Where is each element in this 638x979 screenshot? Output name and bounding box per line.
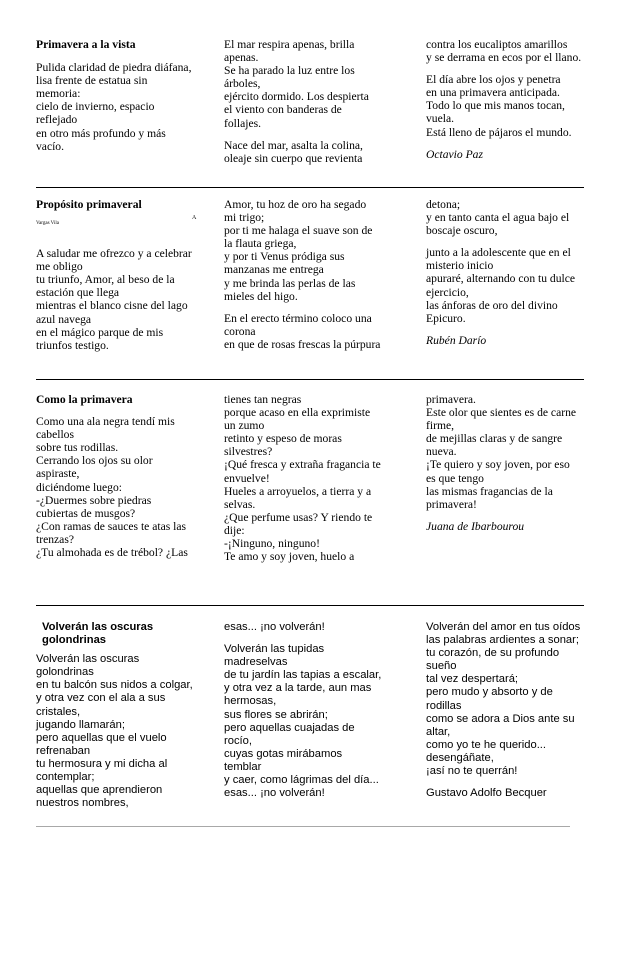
poem-stanza: El día abre los ojos y penetra en una primavera anticipada. Todo lo que mis manos tocan, vuela. Está lleno de pájaros el mundo. [426, 73, 572, 139]
poem-stanza: Volverán las oscuras golondrinas en tu balcón sus nidos a colgar, y otra vez con el ala a sus cristales, jugando llamarán; pero aquellas que el vuelo refrenaban tu hermosura y mi dicha al contemplar; aquellas que aprendieron nuestros nombres, [36, 653, 193, 810]
poem-author: Gustavo Adolfo Becquer [426, 787, 547, 800]
poem-stanza: detona; y en tanto canta el agua bajo el boscaje oscuro, [426, 198, 570, 238]
dedication-letter: A [192, 215, 197, 221]
poem-column-1 [36, 38, 212, 153]
poem-column-1 [36, 198, 212, 358]
poem-column-3 [426, 393, 606, 533]
section-divider [36, 826, 570, 827]
dedication-name: Vargas Vila [36, 221, 59, 226]
poem-stanza: A saludar me ofrezco y a celebrar me obligo tu triunfo, Amor, al beso de la estación que llega mientras el blanco cisne del lago azul navega en el mágico parque de mis triunfos testigo. [36, 247, 192, 352]
poem-column-2 [224, 198, 402, 351]
poem-title: Como la primavera [36, 393, 133, 406]
section-divider [36, 605, 584, 606]
poem-column-2 [224, 393, 402, 563]
poem-column-3 [426, 198, 606, 347]
poem-author: Rubén Darío [426, 333, 487, 347]
poem-stanza: tienes tan negras porque acaso en ella exprimiste un zumo retinto y espeso de moras silvestres? ¡Qué fresca y extraña fragancia te envuelve! Hueles a arroyuelos, a tierra y a selvas. ¿Que perfume usas? Y riendo te dije: -¡Ninguno, ninguno! Te amo y soy joven, huelo a [224, 393, 381, 564]
poem-stanza: Amor, tu hoz de oro ha segado mi trigo; por ti me halaga el suave son de la flauta griega, y por ti Venus pródiga sus manzanas me entrega y me brinda las perlas de las mieles del higo. [224, 198, 373, 303]
poem-author: Octavio Paz [426, 147, 483, 161]
section-divider [36, 187, 584, 188]
poem-column-1 [36, 393, 212, 559]
poem-column-3 [426, 38, 606, 161]
poem-title: Propósito primaveral [36, 198, 142, 211]
poem-stanza: junto a la adolescente que en el misterio inicio apuraré, alternando con tu dulce ejercicio, las ánforas de oro del divino Epicuro. [426, 246, 576, 325]
poem-stanza: contra los eucaliptos amarillos y se derrama en ecos por el llano. [426, 38, 582, 65]
poem-stanza: Nace del mar, asalta la colina, oleaje sin cuerpo que revienta [224, 138, 363, 165]
poem-stanza: Pulida claridad de piedra diáfana, lisa frente de estatua sin memoria: cielo de invierno, espacio reflejado en otro más profundo y más vacío. [36, 61, 192, 153]
poem-stanza: Volverán del amor en tus oídos las palabras ardientes a sonar; tu corazón, de su profundo sueño tal vez despertará; pero mudo y absorto y de rodillas como se adora a Dios ante su altar, como yo te he querido... desengáñate, ¡así no te querrán! [426, 621, 581, 778]
poem-stanza: primavera. Este olor que sientes es de carne firme, de mejillas claras y de sangre nueva. ¡Te quiero y soy joven, por eso es que tengo las mismas fragancias de la primavera! [426, 393, 577, 511]
poem-column-2 [224, 621, 402, 800]
poem-column-3 [426, 621, 606, 800]
poem-author: Juana de Ibarbourou [426, 519, 525, 533]
poem-title: Primavera a la vista [36, 38, 136, 51]
section-divider [36, 379, 584, 380]
poem-column-2 [224, 38, 402, 165]
poem-title: Volverán las oscuras golondrinas [42, 621, 154, 647]
poem-column-1 [36, 621, 212, 810]
poem-stanza: El mar respira apenas, brilla apenas. Se ha parado la luz entre los árboles, ejército dormido. Los despierta el viento con banderas de follajes. [224, 38, 369, 130]
poem-stanza: Como una ala negra tendí mis cabellos sobre tus rodillas. Cerrando los ojos su olor aspiraste, diciéndome luego: -¿Duermes sobre piedras cubiertas de musgos? ¿Con ramas de sauces te atas las trenzas? ¿Tu almohada es de trébol? ¿Las [36, 415, 188, 560]
poem-stanza: esas... ¡no volverán! [224, 621, 325, 633]
poem-stanza: En el erecto término coloco una corona en que de rosas frescas la púrpura [224, 311, 381, 351]
poem-stanza: Volverán las tupidas madreselvas de tu jardín las tapias a escalar, y otra vez a la tarde, aun mas hermosas, sus flores se abrirán; pero aquellas cuajadas de rocío, cuyas gotas mirábamos temblar y caer, como lágrimas del día... esas... ¡no volverán! [224, 643, 382, 800]
